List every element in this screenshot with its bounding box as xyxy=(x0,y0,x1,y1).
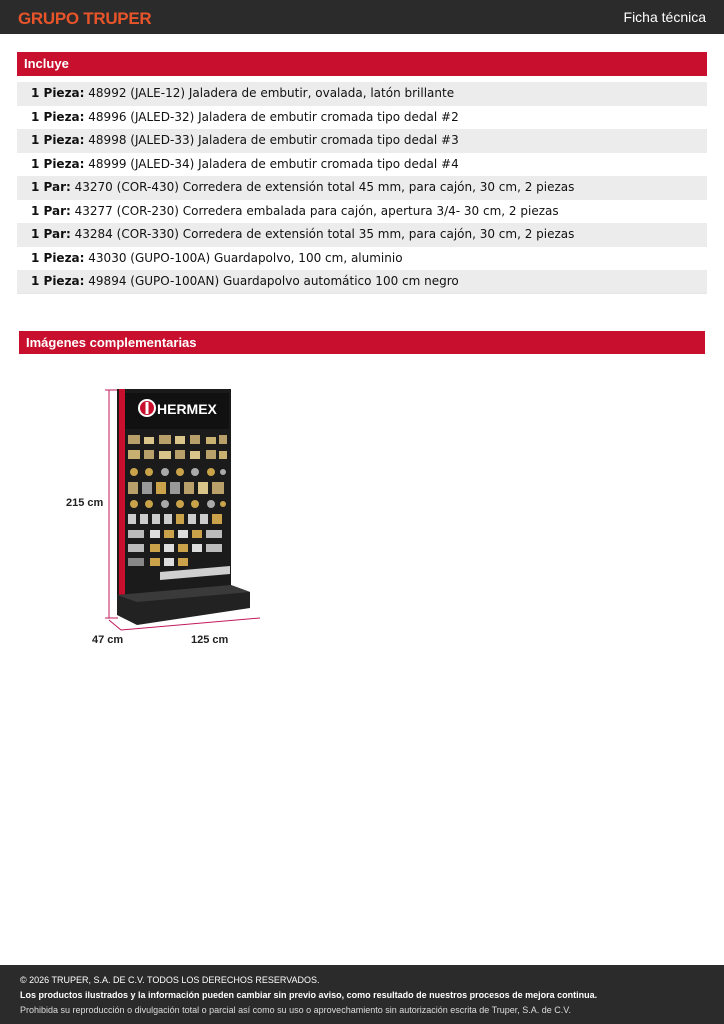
list-item xyxy=(17,270,707,294)
item-description: 49894 (GUPO-100AN) Guardapolvo automático 100 cm negro xyxy=(84,274,459,288)
list-item xyxy=(17,129,707,153)
item-quantity: 1 Par: xyxy=(31,180,71,194)
item-quantity: 1 Pieza: xyxy=(31,156,85,171)
item-quantity: 1 Pieza: xyxy=(31,133,85,147)
images-section-title: Imágenes complementarias xyxy=(19,331,705,354)
top-bar xyxy=(0,0,724,34)
includes-list xyxy=(17,82,707,294)
item-description: 43030 (GUPO-100A) Guardapolvo, 100 cm, aluminio xyxy=(84,250,403,265)
item-description: 43277 (COR-230) Corredera embalada para cajón, apertura 3/4- 30 cm, 2 piezas xyxy=(70,203,559,218)
item-description: 48998 (JALED-33) Jaladera de embutir cromada tipo dedal #3 xyxy=(84,133,459,147)
item-quantity: 1 Pieza: xyxy=(31,250,85,265)
list-item xyxy=(17,82,707,106)
item-description: 48999 (JALED-34) Jaladera de embutir cromada tipo dedal #4 xyxy=(84,156,459,171)
item-description: 43270 (COR-430) Corredera de extensión total 45 mm, para cajón, 30 cm, 2 piezas xyxy=(70,180,575,194)
width-label: 125 cm xyxy=(191,634,229,646)
document-title: Ficha técnica xyxy=(623,9,706,25)
item-description: 48992 (JALE-12) Jaladera de embutir, ovalada, latón brillante xyxy=(84,86,455,100)
list-item xyxy=(17,247,707,271)
list-item xyxy=(17,106,707,130)
item-quantity: 1 Pieza: xyxy=(31,274,85,288)
brand-logo: GRUPO TRUPER xyxy=(18,9,152,28)
list-item xyxy=(17,223,707,247)
product-display-figure xyxy=(60,380,280,655)
display-stand-illustration xyxy=(60,380,280,655)
list-item xyxy=(17,200,707,224)
item-quantity: 1 Pieza: xyxy=(31,86,85,100)
item-quantity: 1 Par: xyxy=(31,203,71,218)
includes-section-title: Incluye xyxy=(17,52,707,76)
item-quantity: 1 Pieza: xyxy=(31,109,85,124)
item-description: 48996 (JALED-32) Jaladera de embutir cromada tipo dedal #2 xyxy=(84,109,459,124)
stand-brand-label: HERMEX xyxy=(157,401,217,417)
list-item xyxy=(17,153,707,177)
height-label: 215 cm xyxy=(66,497,104,509)
depth-dimension-line xyxy=(109,620,121,630)
legal-text: Prohibida su reproducción o divulgación total o parcial así como su uso o aprovechamiento sin autorización escrita de Truper, S.A. de C.V. xyxy=(20,1005,571,1015)
notice-text: Los productos ilustrados y la información pueden cambiar sin previo aviso, como resultado de nuestros procesos de mejora continua. xyxy=(20,990,598,1000)
depth-label: 47 cm xyxy=(92,634,124,646)
item-quantity: 1 Par: xyxy=(31,227,71,241)
footer xyxy=(0,965,724,1024)
item-description: 43284 (COR-330) Corredera de extensión total 35 mm, para cajón, 30 cm, 2 piezas xyxy=(70,227,575,241)
list-item xyxy=(17,176,707,200)
copyright-text: © 2026 TRUPER, S.A. DE C.V. TODOS LOS DERECHOS RESERVADOS. xyxy=(20,975,320,985)
